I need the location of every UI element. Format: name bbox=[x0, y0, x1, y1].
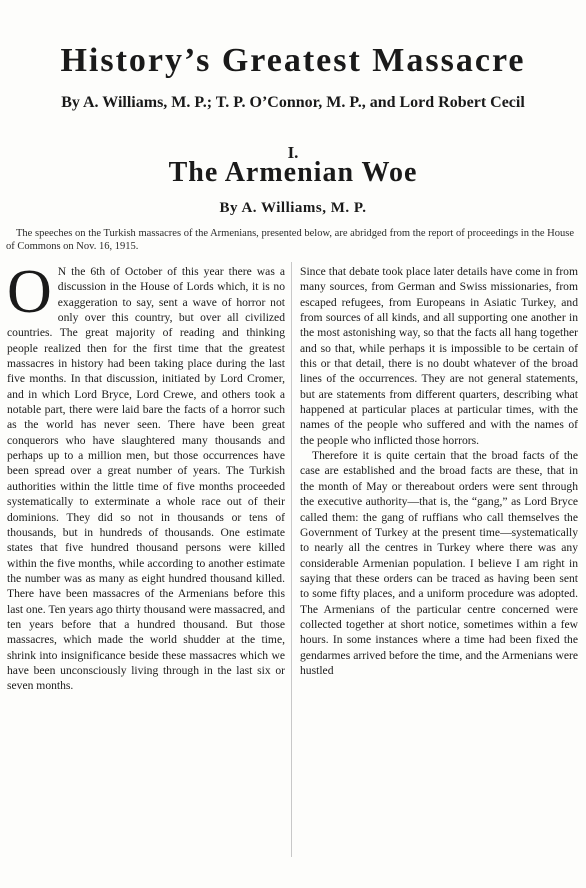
right-column bbox=[300, 264, 578, 678]
right-column-paragraph-2: Therefore it is quite certain that the broad facts of the case are established and the broad facts are these, that in the month of May or thereabout orders were sent through the executive authority—that is, the “gang,” as Lord Bryce called them: the gang of ruffians who call themselves the Government of Turkey at the present time—systematically to nearly all the centres in Turkey where there was any considerable Armenian population. I believe I am right in saying that these orders can be traced as having been sent to some fifty places, and a uniform procedure was adopted. The Armenians of the particular centre concerned were collected together at short notice, sometimes within a few hours. In some instances where a time had been fixed the gendarmes arrived before the time, and the Armenians were hustled bbox=[300, 449, 578, 677]
left-column-text: N the 6th of October of this year there was a discussion in the House of Lords which, it is no exaggeration to say, sent a wave of horror not only over this country, but over all civilized countries. The great majority of reading and thinking people realized then for the first time that the greatest massacres in history had been taking place during the last five months. In that discussion, initiated by Lord Cromer, and in which Lord Bryce, Lord Crewe, and others took a notable part, there were laid bare the facts of a horror such as the world has never seen. There have been great conquerors who have slaughtered many thousands and perhaps up to a million men, but those occurrences have been spread over a great number of years. The Turkish authorities within the little time of five months proceeded systematically to exterminate a whole race out of their dominions. They did so not in thousands or tens of thousands, but in hundreds of thousands. One estimate states that five hundred thousand persons were killed within the five months, while according to another estimate the number was as many as eight hundred thousand killed. There have been massacres of the Armenians before this last one. Ten years ago thirty thousand were massacred, and ten years before that a hundred thousand. But those massacres, which made the world shudder at the time, shrink into insignificance beside these massacres which we have been unconsciously living through in the last six or seven months. bbox=[7, 265, 285, 693]
column-divider bbox=[291, 262, 292, 857]
left-column-paragraph bbox=[7, 258, 285, 694]
left-column bbox=[7, 258, 285, 694]
article-title: History’s Greatest Massacre bbox=[60, 42, 526, 79]
section-subtitle: The Armenian Woe bbox=[168, 157, 418, 188]
article-byline: By A. Williams, M. P.; T. P. O’Connor, M. P., and Lord Robert Cecil bbox=[61, 94, 525, 111]
section-byline: By A. Williams, M. P. bbox=[219, 200, 367, 216]
right-column-paragraph-1: Since that debate took place later details have come in from many sources, from German and Swiss missionaries, from escaped refugees, from Europeans in Asiatic Turkey, and from sources of all kinds, and all supporting one another in the most astonishing way, so that the facts all hang together and so that, while perhaps it is impossible to be certain of this or that detail, there is no doubt whatever of the broad lines of the occurrences. They are not general statements, but are statements from different quarters, describing what happened at particular places at particular times, with the names of the people who suffered and with the names of the people who inflicted those horrors. bbox=[300, 265, 578, 447]
drop-cap: O bbox=[7, 258, 52, 326]
part-number: I. bbox=[287, 143, 299, 162]
intro-note: The speeches on the Turkish massacres of the Armenians, presented below, are abridged from the report of proceedings in the House of Commons on Nov. 16, 1915. bbox=[6, 228, 574, 252]
